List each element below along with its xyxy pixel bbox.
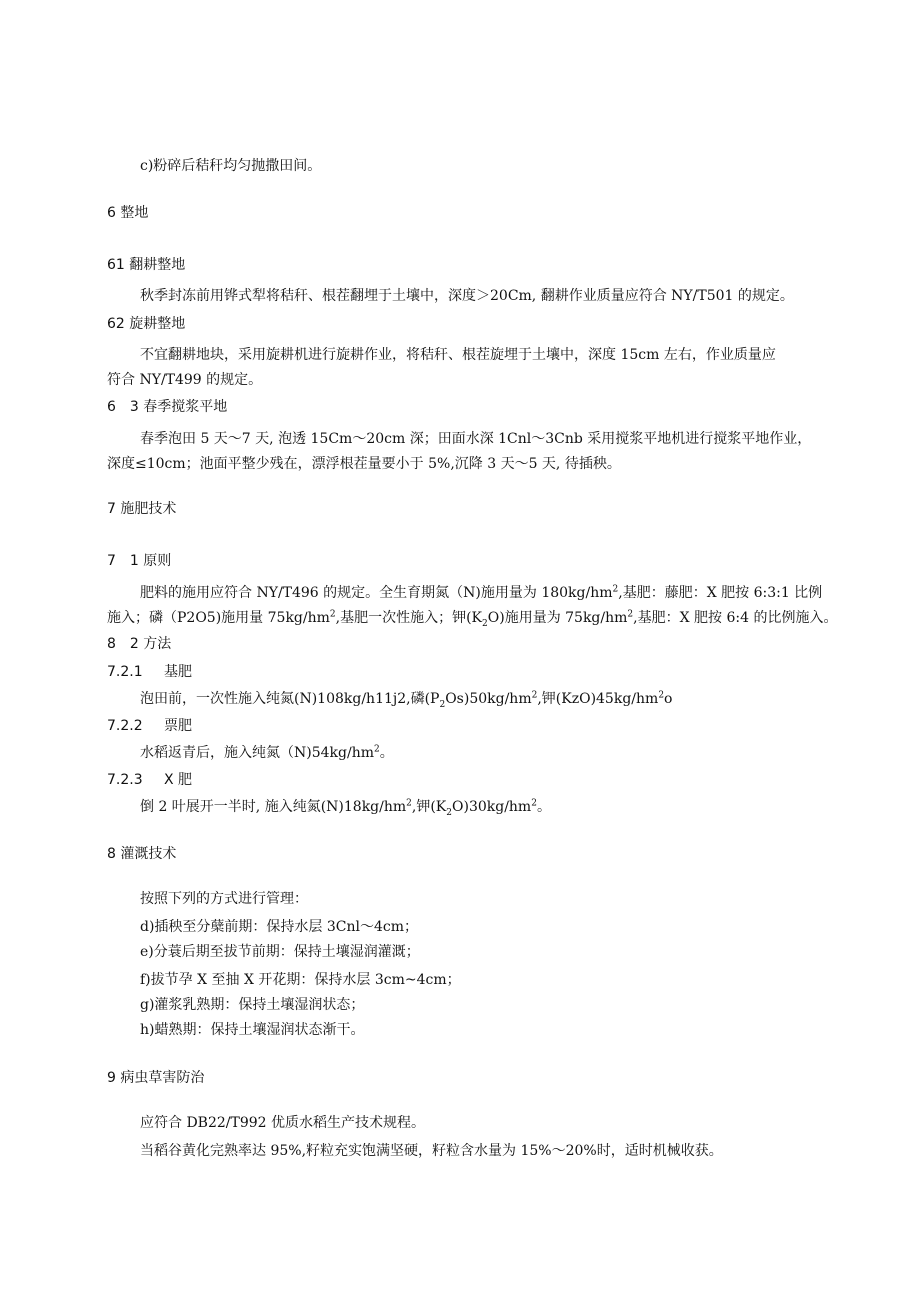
section-7-2-1-text: 泡田前，一次性施入纯氮(N)108kg∕h11j2,磷$(P_2Os)50kg∕hm^2$,钾$(KzO)45kg∕hm^2o$: [140, 690, 673, 710]
section-6-2-text-line2: 符合 NY/T499 的规定。: [107, 372, 263, 388]
section-9-text-1: 应符合 DB22/T992 优质水稻生产技术规程。: [140, 1115, 426, 1131]
section-6-1-heading: 61 翻耕整地: [107, 257, 186, 273]
section-8-item-d: d)插秧至分蘖前期：保持水层 3Cnl～4cm；: [140, 919, 419, 935]
section-6-3-text-line2: 深度≤10cm；池面平整少残在，漂浮根茬量要小于 5%,沉降 3 天～5 天, 待插秧。: [107, 456, 621, 472]
section-7-heading: 7 施肥技术: [107, 501, 177, 517]
section-6-2-heading: 62 旋耕整地: [107, 316, 186, 332]
section-8-intro: 按照下列的方式进行管理：: [140, 891, 308, 907]
section-8-heading: 8 灌溉技术: [107, 846, 177, 862]
section-7-1-text-line2: 施入；磷（P2O5)施用量 $75kg∕hm^2$,基肥一次性施入；钾$(K_2O)$施用量为 $75kg∕hm^2$,基肥：X 肥按 6:4 的比例施入。: [107, 609, 838, 629]
section-9-text-2: 当稻谷黄化完熟率达 95%,籽粒充实饱满坚硬，籽粒含水量为 15%～20%时，适时机械收获。: [140, 1143, 723, 1159]
section-7-1-text-line1: 肥料的施用应符合 NY/T496 的规定。全生育期氮（N)施用量为 $180kg∕hm^2$,基肥：藤肥：X 肥按 6:3:1 比例: [140, 584, 823, 601]
section-6-2-text-line1: 不宜翻耕地块，采用旋耕机进行旋耕作业，将秸秆、根茬旋埋于土壤中，深度 15cm 左右，作业质量应: [140, 347, 776, 363]
section-9-heading: 9 病虫草害防治: [107, 1070, 205, 1086]
section-8-item-e: e)分蓑后期至拔节前期：保持土壤湿润灌溉；: [140, 944, 420, 960]
section-6-3-text-line1: 春季泡田 5 天～7 天, 泡透 15Cm～20cm 深；田面水深 1Cnl～3Cnb 采用搅浆平地机进行搅浆平地作业，: [140, 431, 812, 447]
section-8-item-g: g)灌浆乳熟期：保持土壤湿润状态；: [140, 997, 365, 1013]
section-6-1-text: 秋季封冻前用铧式犁将秸秆、根茬翻埋于土壤中，深度＞20Cm, 翻耕作业质量应符合 NY/T501 的规定。: [140, 288, 794, 304]
section-6-heading: 6 整地: [107, 205, 149, 221]
section-7-2-2-text: 水稻返青后，施入纯氮$(N)54kg∕hm^2$。: [140, 744, 394, 761]
section-7-2-1-heading: 7.2.1 基肥: [107, 664, 192, 680]
section-7-2-heading: 8 2 方法: [107, 636, 172, 652]
section-7-1-heading: 7 1 原则: [107, 553, 172, 569]
section-6-3-heading: 6 3 春季搅浆平地: [107, 399, 228, 415]
section-8-item-f: f)拔节孕 X 至抽 X 开花期：保持水层 3cm~4cm；: [140, 972, 461, 988]
section-8-item-h: h)蜡熟期：保持土壤湿润状态渐干。: [140, 1022, 365, 1038]
section-7-2-3-text: 倒 2 叶展开一半时, 施入纯氮$(N)18kg∕hm^2$,钾$(K_2O)30kg∕hm^2$。: [140, 798, 551, 818]
item-c: c)粉碎后秸秆均匀抛撒田间。: [140, 158, 322, 174]
section-7-2-2-heading: 7.2.2 票肥: [107, 718, 192, 734]
section-7-2-3-heading: 7.2.3 X 肥: [107, 772, 193, 788]
